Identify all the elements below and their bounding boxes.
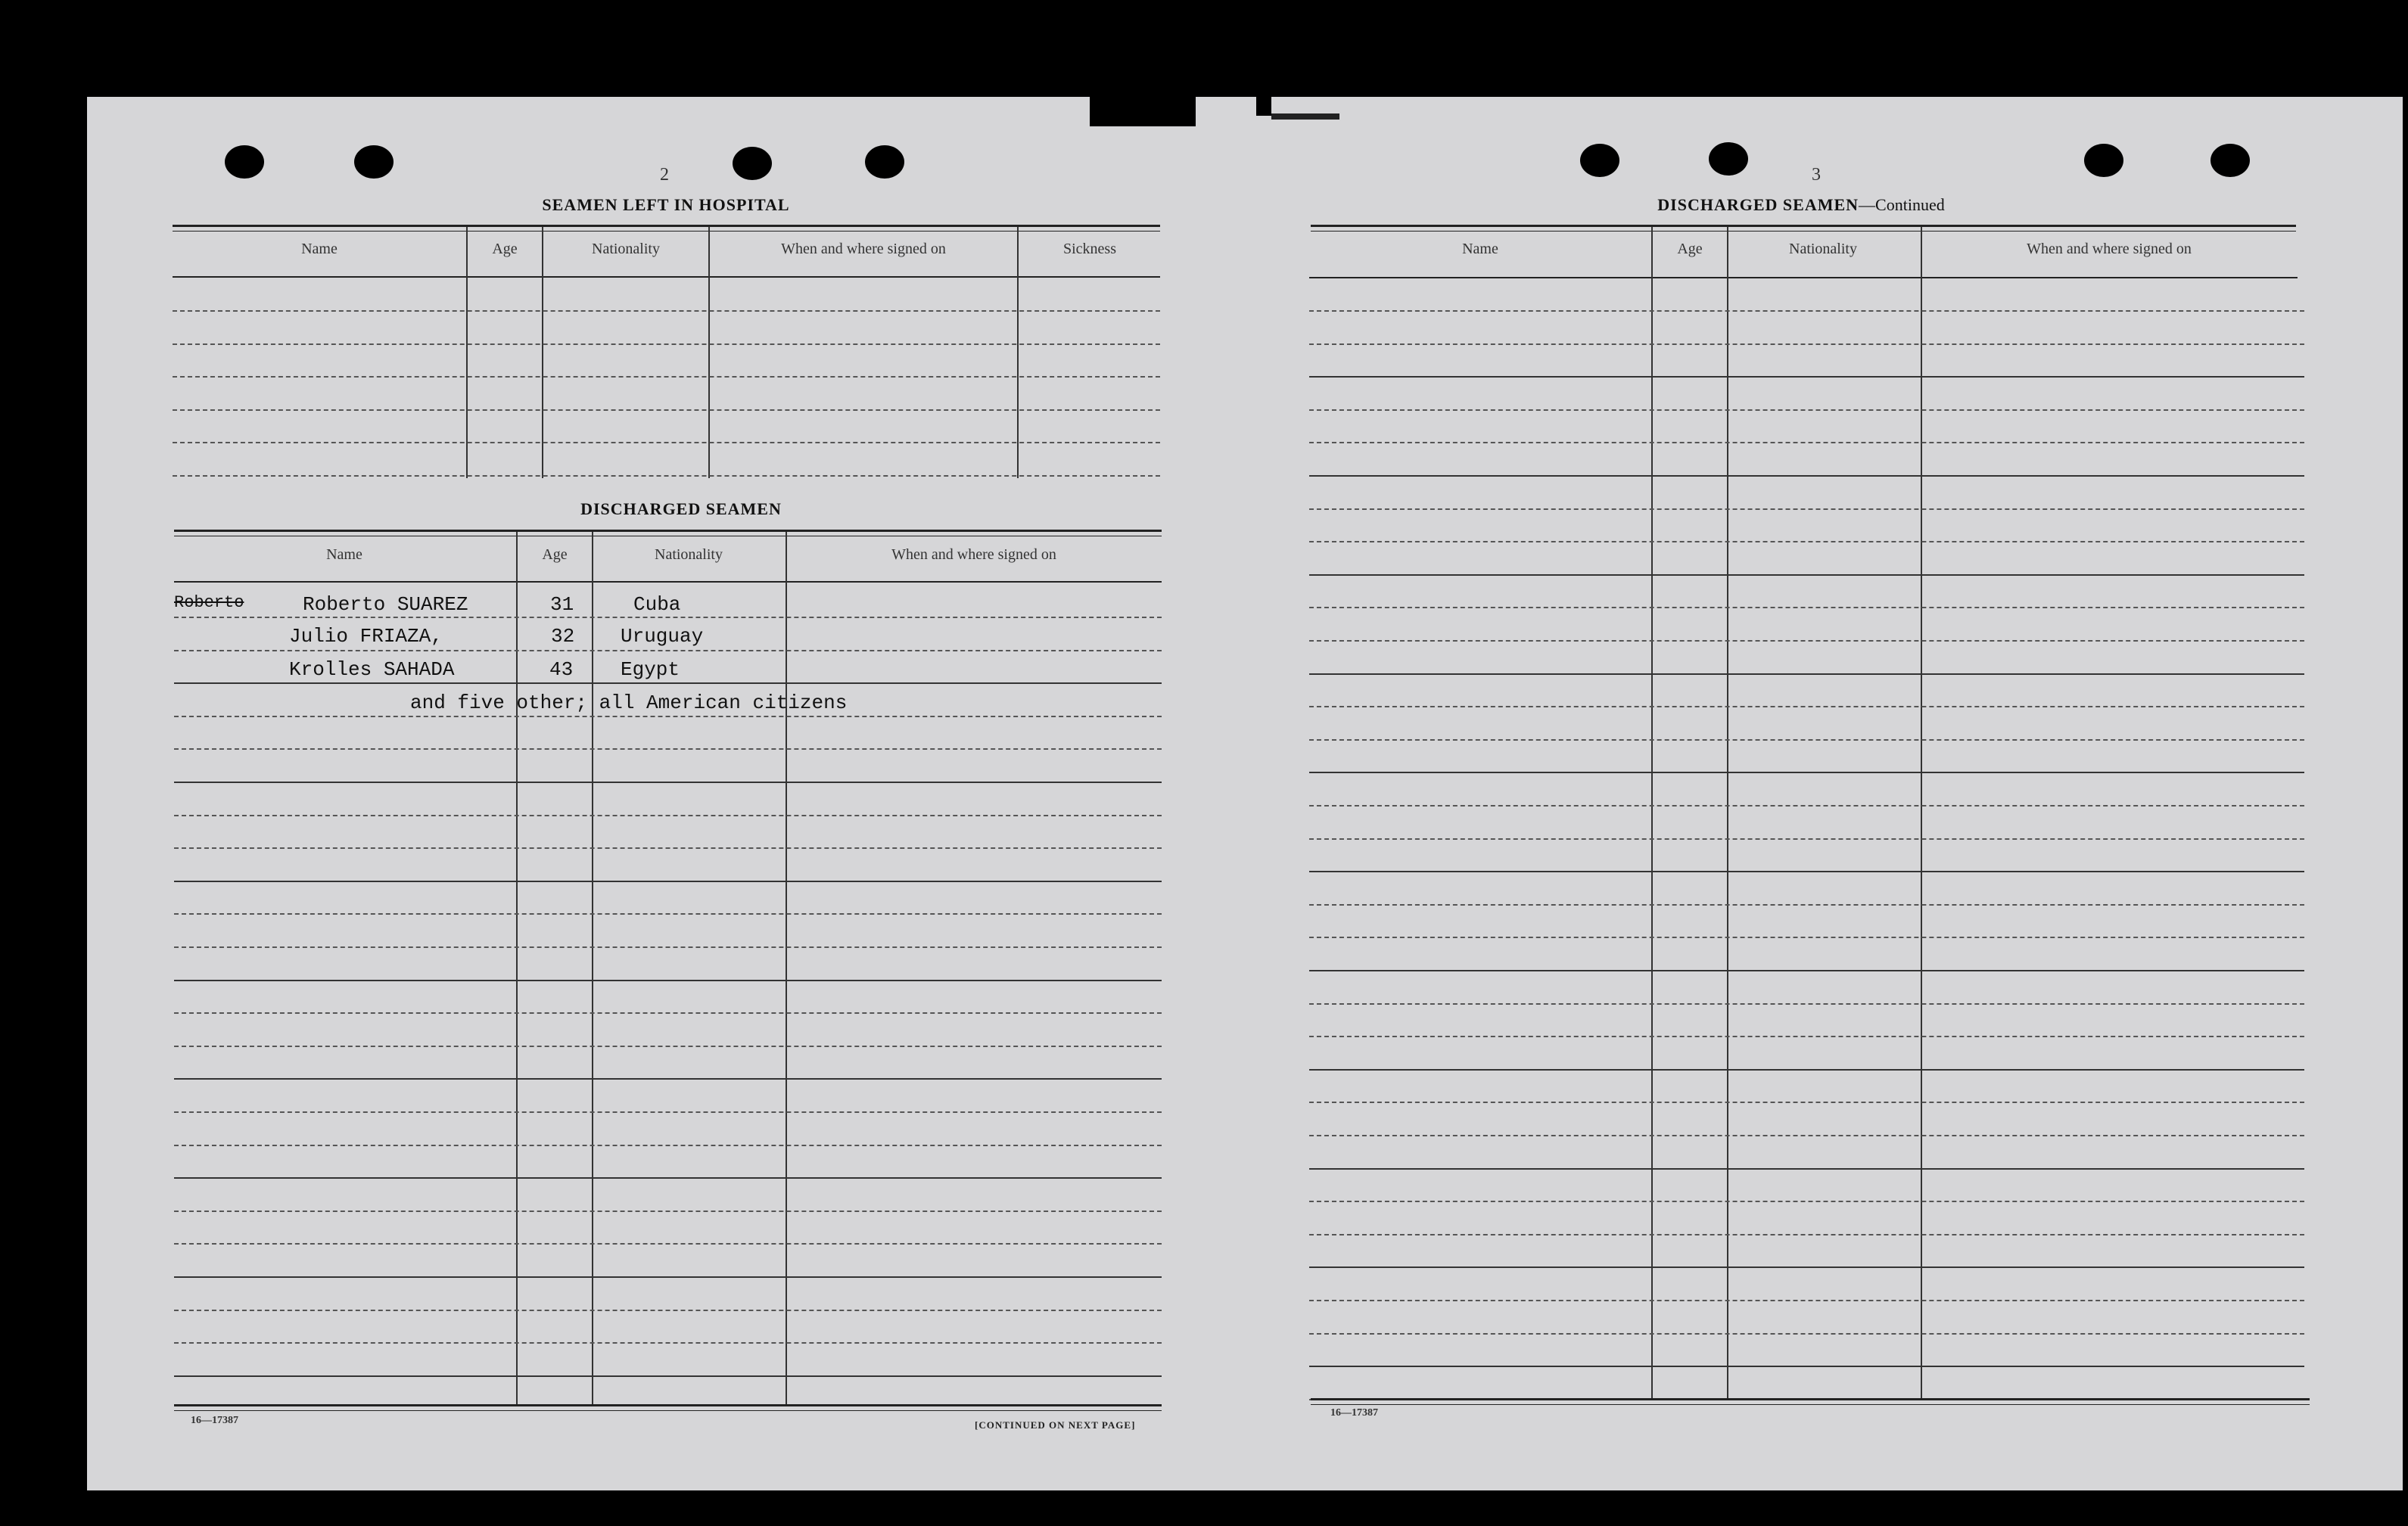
entry-age-3: 43 xyxy=(549,658,574,681)
punch-hole xyxy=(1709,142,1748,176)
ruled-line xyxy=(174,1078,1162,1080)
column-divider xyxy=(1921,227,1922,1400)
ruled-line xyxy=(174,748,1162,750)
entry-note: and five other; all American citizens xyxy=(410,692,848,714)
right-col-name: Name xyxy=(1462,241,1498,257)
discharged-col-name: Name xyxy=(326,546,362,563)
ruled-line xyxy=(1309,706,2304,707)
ruled-line xyxy=(1309,904,2304,906)
entry-name-2: Julio FRIAZA, xyxy=(289,625,443,648)
ruled-line xyxy=(1309,607,2304,608)
page-number-left: 2 xyxy=(660,165,669,185)
right-col-signed: When and where signed on xyxy=(2027,241,2192,257)
column-divider xyxy=(542,227,543,478)
column-divider xyxy=(1727,227,1728,1400)
entry-name-1: Roberto SUAREZ xyxy=(303,593,468,616)
column-divider xyxy=(708,227,710,478)
right-title-main: DISCHARGED SEAMEN xyxy=(1657,195,1859,214)
discharged-col-age: Age xyxy=(542,546,568,563)
entry-nationality-2: Uruguay xyxy=(621,625,704,648)
hospital-col-sickness: Sickness xyxy=(1063,241,1116,257)
punch-hole xyxy=(225,145,264,179)
ruled-line xyxy=(174,1310,1162,1311)
right-col-nationality: Nationality xyxy=(1789,241,1857,257)
right-col-age: Age xyxy=(1677,241,1703,257)
discharged-header-rule xyxy=(174,581,1162,583)
ruled-line xyxy=(1309,1003,2304,1005)
ruled-line xyxy=(1309,970,2304,971)
punch-hole xyxy=(2210,144,2250,177)
ruled-line xyxy=(1309,343,2304,345)
ruled-line xyxy=(174,980,1162,981)
ruled-line xyxy=(1309,376,2304,378)
punch-hole xyxy=(733,147,772,180)
ruled-line xyxy=(174,1276,1162,1278)
ruled-line xyxy=(1309,1366,2304,1367)
hospital-header-rule xyxy=(173,276,1160,278)
ruled-line xyxy=(174,881,1162,882)
ruled-line xyxy=(174,1177,1162,1179)
column-divider xyxy=(592,532,593,1406)
ruled-line xyxy=(173,475,1160,477)
ruled-line xyxy=(173,442,1160,443)
form-number-right: 16—17387 xyxy=(1330,1407,1378,1419)
ruled-line xyxy=(1309,937,2304,938)
ruled-line xyxy=(174,1111,1162,1113)
ruled-line xyxy=(174,1046,1162,1047)
entry-age-2: 32 xyxy=(551,625,575,648)
ruled-line xyxy=(173,409,1160,411)
entry-name-3: Krolles SAHADA xyxy=(289,658,455,681)
ruled-line xyxy=(1309,574,2304,576)
ruled-line xyxy=(174,1342,1162,1344)
discharged-top-rule xyxy=(174,530,1162,536)
column-divider xyxy=(466,227,468,478)
discharged-col-nationality: Nationality xyxy=(655,546,723,563)
ruled-line xyxy=(1309,508,2304,510)
discharged-bottom-rule xyxy=(174,1404,1162,1411)
ruled-line xyxy=(174,1243,1162,1245)
right-header-rule xyxy=(1309,277,2298,278)
continued-note: [CONTINUED ON NEXT PAGE] xyxy=(975,1419,1136,1431)
ruled-line xyxy=(1309,541,2304,542)
hospital-col-signed: When and where signed on xyxy=(781,241,946,257)
column-divider xyxy=(516,532,518,1406)
right-title-suffix: —Continued xyxy=(1859,195,1945,214)
ruled-line xyxy=(174,946,1162,948)
ruled-line xyxy=(173,376,1160,378)
ruled-line xyxy=(1309,673,2304,675)
entry-nationality-1: Cuba xyxy=(633,593,681,616)
column-divider xyxy=(786,532,787,1406)
punch-hole xyxy=(1580,144,1619,177)
right-top-rule xyxy=(1311,225,2296,232)
ruled-line xyxy=(1309,772,2304,773)
ruled-line xyxy=(1309,1168,2304,1170)
ruled-line xyxy=(173,343,1160,345)
ruled-line xyxy=(1309,739,2304,741)
discharged-col-signed: When and where signed on xyxy=(891,546,1056,563)
right-section-title xyxy=(1309,195,2293,215)
ruled-line xyxy=(1309,1102,2304,1103)
hospital-col-name: Name xyxy=(301,241,338,257)
entry-nationality-3: Egypt xyxy=(621,658,680,681)
ruled-line xyxy=(174,617,1162,618)
discharged-section-title: DISCHARGED SEAMEN xyxy=(580,499,782,518)
form-number-left: 16—17387 xyxy=(191,1415,238,1426)
ruled-line xyxy=(1309,475,2304,477)
page-number-right: 3 xyxy=(1812,165,1821,185)
ruled-line xyxy=(174,815,1162,816)
handwritten-mark xyxy=(1271,113,1339,120)
ruled-line xyxy=(1309,640,2304,642)
punch-hole xyxy=(2084,144,2123,177)
column-divider xyxy=(1017,227,1019,478)
ruled-line xyxy=(1309,1333,2304,1335)
ruled-line xyxy=(174,1012,1162,1014)
ruled-line xyxy=(1309,1266,2304,1268)
ruled-line xyxy=(174,847,1162,849)
ruled-line xyxy=(1309,1300,2304,1301)
column-divider xyxy=(1651,227,1653,1400)
ruled-line xyxy=(174,782,1162,783)
ruled-line xyxy=(1309,1135,2304,1136)
ruled-line xyxy=(1309,442,2304,443)
hospital-col-nationality: Nationality xyxy=(592,241,660,257)
ruled-line xyxy=(1309,1036,2304,1037)
ruled-line xyxy=(1309,409,2304,411)
ruled-line xyxy=(1309,838,2304,840)
ruled-line xyxy=(174,1145,1162,1146)
torn-edge xyxy=(1256,95,1271,116)
ruled-line xyxy=(1309,871,2304,872)
ruled-line xyxy=(174,1375,1162,1377)
document-sheet xyxy=(87,97,2403,1490)
ruled-line xyxy=(174,716,1162,717)
ruled-line xyxy=(1309,1201,2304,1202)
entry-age-1: 31 xyxy=(550,593,574,616)
hospital-section-title: SEAMEN LEFT IN HOSPITAL xyxy=(542,195,790,214)
ruled-line xyxy=(174,913,1162,915)
ruled-line xyxy=(1309,805,2304,807)
ruled-line xyxy=(1309,310,2304,312)
ruled-line xyxy=(1309,1069,2304,1071)
punch-hole xyxy=(865,145,904,179)
right-bottom-rule xyxy=(1311,1398,2310,1405)
torn-edge xyxy=(1090,95,1196,126)
struck-through-word: Roberto xyxy=(174,593,244,612)
ruled-line xyxy=(174,1211,1162,1212)
hospital-col-age: Age xyxy=(492,241,518,257)
hospital-top-rule xyxy=(173,225,1160,232)
punch-hole xyxy=(354,145,394,179)
ruled-line xyxy=(174,650,1162,651)
ruled-line xyxy=(174,682,1162,684)
ruled-line xyxy=(1309,1234,2304,1235)
ruled-line xyxy=(173,310,1160,312)
